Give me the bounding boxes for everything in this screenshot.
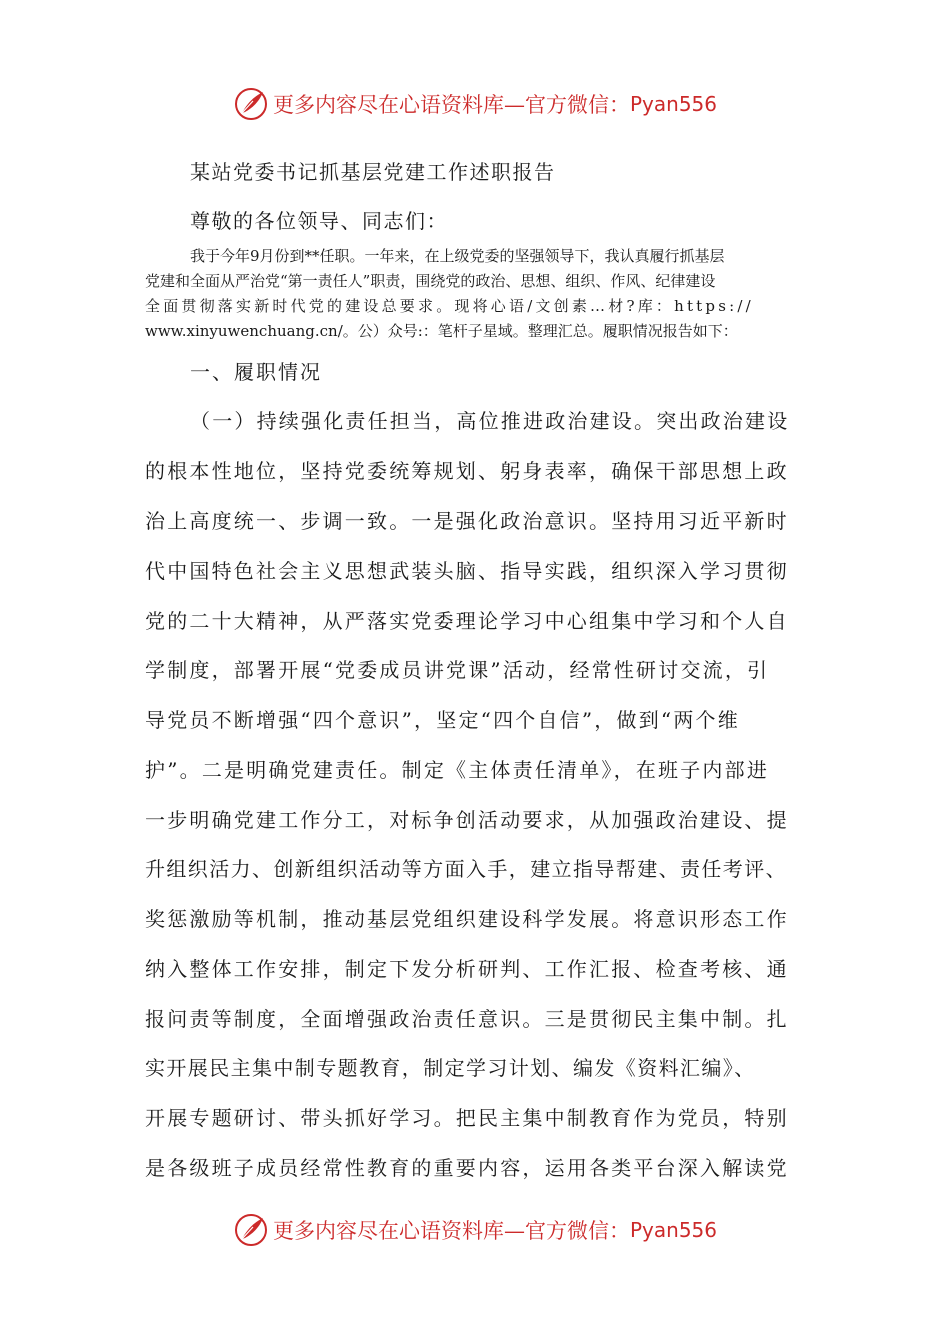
body-line: 是各级班子成员经常性教育的重要内容，运用各类平台深入解读党 — [145, 1156, 789, 1180]
intro-line: www.xinyuwenchuang.cn/。公）众号:：笔杆子星域。整理汇总。履职情况报告如下： — [145, 322, 738, 340]
body-line: 一步明确党建工作分工，对标争创活动要求，从加强政治建设、提 — [145, 808, 789, 832]
footer-banner — [0, 1210, 950, 1250]
banner-text: 更多内容尽在心语资料库—官方微信： — [272, 93, 630, 117]
intro-line: 全面贯彻落实新时代党的建设总要求。现将心语/文创素…材?库：https:// — [145, 297, 754, 315]
body-line: 的根本性地位，坚持党委统筹规划、躬身表率，确保干部思想上政 — [145, 459, 789, 483]
header-banner — [0, 84, 950, 124]
body-line: （一）持续强化责任担当，高位推进政治建设。突出政治建设 — [190, 409, 790, 433]
body-line: 报问责等制度，全面增强政治责任意识。三是贯彻民主集中制。扎 — [145, 1007, 789, 1031]
intro-line: 党建和全面从严治党“第一责任人”职责，围绕党的政治、思想、组织、作风、纪律建设 — [145, 272, 716, 290]
body-line: 开展专题研讨、带头抓好学习。把民主集中制教育作为党员，特别 — [145, 1106, 789, 1130]
document-title: 某站党委书记抓基层党建工作述职报告 — [190, 160, 556, 184]
quill-logo-icon — [233, 1212, 269, 1248]
body-line: 党的二十大精神，从严落实党委理论学习中心组集中学习和个人自 — [145, 609, 789, 633]
body-line: 奖惩激励等机制，推动基层党组织建设科学发展。将意识形态工作 — [145, 907, 789, 931]
quill-logo-icon — [233, 86, 269, 122]
body-line: 实开展民主集中制专题教育，制定学习计划、编发《资料汇编》、 — [145, 1056, 756, 1080]
body-line: 治上高度统一、步调一致。一是强化政治意识。坚持用习近平新时 — [145, 509, 789, 533]
banner-wechat-id: Pyan556 — [629, 1218, 717, 1242]
body-line: 代中国特色社会主义思想武装头脑、指导实践，组织深入学习贯彻 — [145, 559, 789, 583]
body-line: 纳入整体工作安排，制定下发分析研判、工作汇报、检查考核、通 — [145, 957, 789, 981]
body-line: 学制度，部署开展“党委成员讲党课”活动，经常性研讨交流，引 — [145, 658, 770, 682]
body-line: 护”。二是明确党建责任。制定《主体责任清单》，在班子内部进 — [145, 758, 770, 782]
body-line: 升组织活力、创新组织活动等方面入手，建立指导帮建、责任考评、 — [145, 857, 787, 881]
section-heading: 一、履职情况 — [190, 360, 322, 384]
body-line: 导党员不断增强“四个意识”，坚定“四个自信”，做到“两个维 — [145, 708, 740, 732]
intro-line: 我于今年9月份到**任职。一年来，在上级党委的坚强领导下，我认真履行抓基层 — [190, 247, 725, 265]
banner-wechat-id: Pyan556 — [629, 92, 717, 116]
greeting: 尊敬的各位领导、同志们： — [190, 209, 448, 233]
banner-text: 更多内容尽在心语资料库—官方微信： — [272, 1219, 630, 1243]
